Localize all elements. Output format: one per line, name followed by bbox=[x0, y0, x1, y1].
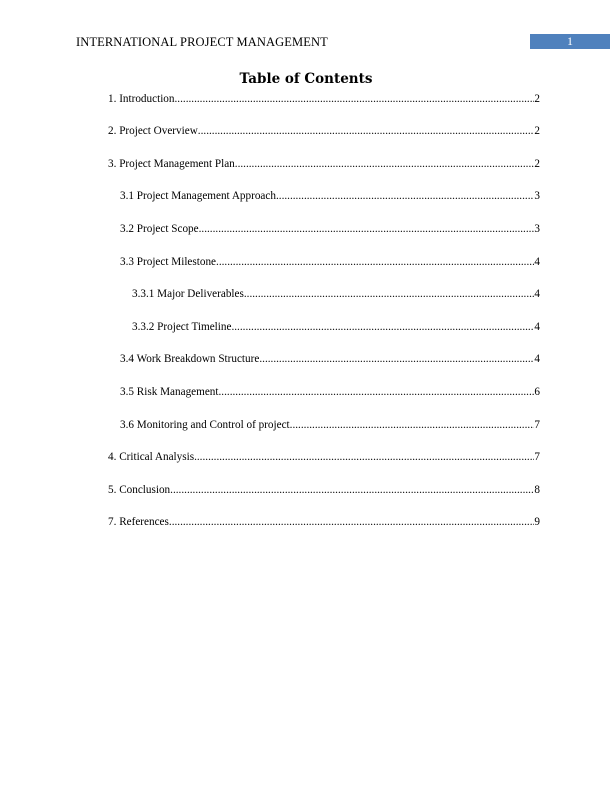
toc-entry-label: 5. Conclusion bbox=[108, 484, 171, 496]
toc-entry-page: 6 bbox=[534, 386, 540, 398]
toc-entry-label: 3.3.1 Major Deliverables bbox=[132, 288, 244, 300]
toc-entry-critical-analysis[interactable] bbox=[108, 450, 540, 464]
toc-entry-label: 2. Project Overview bbox=[108, 125, 198, 137]
toc-entry-page: 4 bbox=[534, 353, 540, 365]
toc-entry-page: 7 bbox=[534, 419, 540, 431]
toc-entry-monitoring-and-control[interactable] bbox=[120, 418, 540, 432]
toc-entry-label: 3.3.2 Project Timeline bbox=[132, 321, 232, 333]
toc-entry-introduction[interactable] bbox=[108, 92, 540, 106]
toc-entry-management-approach[interactable] bbox=[120, 189, 540, 203]
toc-entry-label: 3.5 Risk Management bbox=[120, 386, 219, 398]
toc-entry-page: 2 bbox=[534, 125, 540, 137]
toc-entry-page: 4 bbox=[534, 256, 540, 268]
toc-entry-page: 9 bbox=[534, 516, 540, 528]
toc-dot-leader bbox=[216, 255, 534, 269]
toc-dot-leader bbox=[199, 222, 535, 236]
toc-entry-project-scope[interactable] bbox=[120, 222, 540, 236]
toc-dot-leader bbox=[231, 320, 534, 334]
toc-entry-page: 7 bbox=[534, 451, 540, 463]
toc-entry-page: 3 bbox=[534, 223, 540, 235]
toc-dot-leader bbox=[219, 385, 535, 399]
toc-entry-project-management-plan[interactable] bbox=[108, 157, 540, 171]
toc-dot-leader bbox=[194, 450, 534, 464]
toc-dot-leader bbox=[169, 515, 535, 529]
toc-entry-label: 3.1 Project Management Approach bbox=[120, 190, 276, 202]
toc-entry-page: 4 bbox=[534, 321, 540, 333]
toc-entry-project-milestone[interactable] bbox=[120, 255, 540, 269]
toc-entry-major-deliverables[interactable] bbox=[132, 287, 540, 301]
toc-entry-project-overview[interactable] bbox=[108, 124, 540, 138]
toc-entry-label: 1. Introduction bbox=[108, 93, 175, 105]
toc-heading: Table of Contents bbox=[239, 71, 373, 87]
header-title: INTERNATIONAL PROJECT MANAGEMENT bbox=[76, 35, 328, 49]
toc-entry-conclusion[interactable] bbox=[108, 483, 540, 497]
toc-entry-label: 4. Critical Analysis bbox=[108, 451, 195, 463]
toc-entry-page: 8 bbox=[534, 484, 540, 496]
toc-dot-leader bbox=[170, 483, 534, 497]
toc-entry-page: 3 bbox=[534, 190, 540, 202]
toc-entry-page: 2 bbox=[534, 158, 540, 170]
toc-dot-leader bbox=[198, 124, 535, 138]
toc-entry-label: 7. References bbox=[108, 516, 169, 528]
toc-dot-leader bbox=[244, 287, 535, 301]
toc-entry-references[interactable] bbox=[108, 515, 540, 529]
toc-entry-risk-management[interactable] bbox=[120, 385, 540, 399]
toc-entry-project-timeline[interactable] bbox=[132, 320, 540, 334]
toc-entry-work-breakdown-structure[interactable] bbox=[120, 352, 540, 366]
toc-entry-label: 3. Project Management Plan bbox=[108, 158, 235, 170]
toc-entry-label: 3.6 Monitoring and Control of project bbox=[120, 419, 290, 431]
toc-entry-label: 3.2 Project Scope bbox=[120, 223, 199, 235]
toc-dot-leader bbox=[290, 418, 535, 432]
page-number-badge: 1 bbox=[530, 34, 610, 49]
toc-dot-leader bbox=[235, 157, 535, 171]
toc-entry-page: 4 bbox=[534, 288, 540, 300]
toc-dot-leader bbox=[276, 189, 534, 203]
toc-entry-label: 3.4 Work Breakdown Structure bbox=[120, 353, 260, 365]
toc-entry-label: 3.3 Project Milestone bbox=[120, 256, 217, 268]
toc-entry-page: 2 bbox=[534, 93, 540, 105]
toc-dot-leader bbox=[175, 92, 535, 106]
toc-dot-leader bbox=[259, 352, 534, 366]
